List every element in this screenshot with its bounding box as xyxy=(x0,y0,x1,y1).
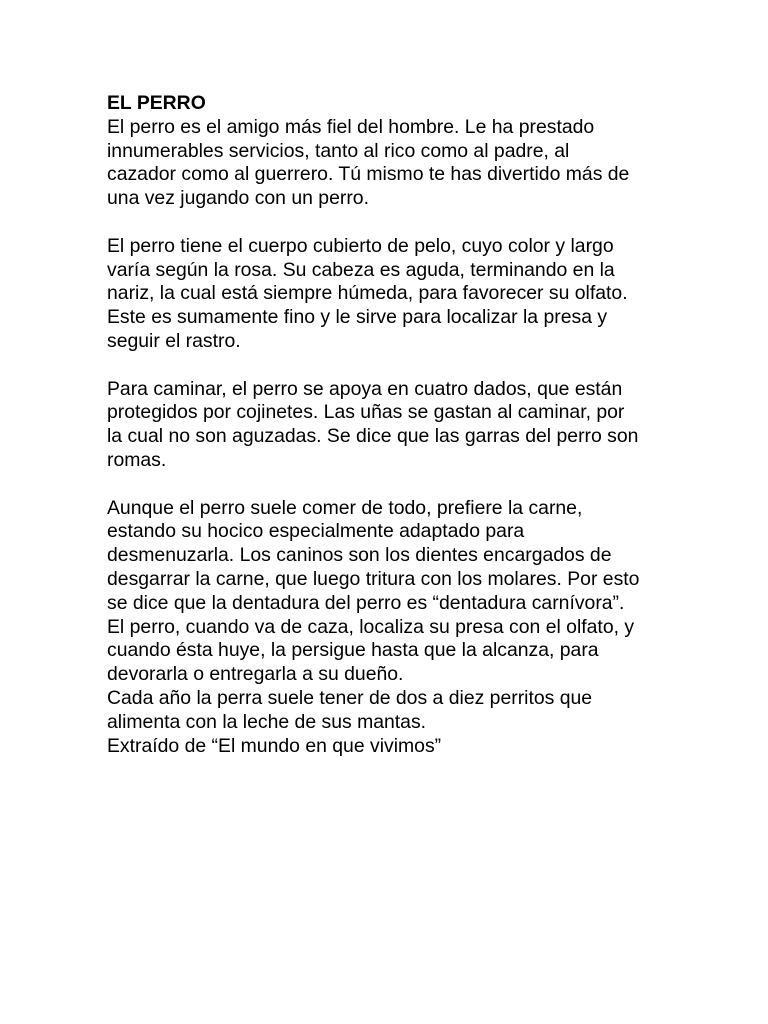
paragraph-line: se dice que la dentadura del perro es “dentadura carnívora”. xyxy=(107,591,625,614)
paragraph-line: nariz, la cual está siempre húmeda, para favorecer su olfato. xyxy=(107,282,628,305)
paragraph-line: El perro es el amigo más fiel del hombre. Le ha prestado xyxy=(107,115,595,138)
paragraph-line: romas. xyxy=(107,448,167,471)
paragraph-2 xyxy=(107,235,737,354)
paragraph-line: la cual no son aguzadas. Se dice que las garras del perro son xyxy=(107,425,639,448)
paragraph-spacer xyxy=(107,211,737,235)
paragraph-3 xyxy=(107,378,737,473)
paragraph-line: cuando ésta huye, la persigue hasta que la alcanza, para xyxy=(107,639,599,662)
paragraph-line: Cada año la perra suele tener de dos a diez perritos que xyxy=(107,686,593,709)
paragraph-line: una vez jugando con un perro. xyxy=(107,187,369,210)
paragraph-line: El perro, cuando va de caza, localiza su presa con el olfato, y xyxy=(107,615,635,638)
paragraph-line: Aunque el perro suele comer de todo, prefiere la carne, xyxy=(107,496,583,519)
paragraph-line: El perro tiene el cuerpo cubierto de pelo, cuyo color y largo xyxy=(107,234,614,257)
source-citation: Extraído de “El mundo en que vivimos” xyxy=(107,734,442,757)
paragraph-line: alimenta con la leche de sus mantas. xyxy=(107,710,427,733)
paragraph-line: Para caminar, el perro se apoya en cuatro dados, que están xyxy=(107,377,623,400)
paragraph-4 xyxy=(107,497,737,759)
document-page xyxy=(107,92,737,758)
paragraph-spacer xyxy=(107,354,737,378)
document-title: EL PERRO xyxy=(107,92,206,114)
paragraph-line: cazador como al guerrero. Tú mismo te has divertido más de xyxy=(107,163,630,186)
paragraph-line: desgarrar la carne, que luego tritura con los molares. Por esto xyxy=(107,567,640,590)
paragraph-spacer xyxy=(107,473,737,497)
paragraph-line: desmenuzarla. Los caninos son los dientes encargados de xyxy=(107,544,612,567)
paragraph-1 xyxy=(107,116,737,211)
paragraph-line: Este es sumamente fino y le sirve para localizar la presa y xyxy=(107,306,608,329)
paragraph-line: estando su hocico especialmente adaptado para xyxy=(107,520,525,543)
paragraph-line: seguir el rastro. xyxy=(107,329,241,352)
paragraph-line: devorarla o entregarla a su dueño. xyxy=(107,663,404,686)
paragraph-line: innumerables servicios, tanto al rico como al padre, al xyxy=(107,139,570,162)
paragraph-line: varía según la rosa. Su cabeza es aguda, terminando en la xyxy=(107,258,615,281)
paragraph-line: protegidos por cojinetes. Las uñas se gastan al caminar, por xyxy=(107,401,625,424)
